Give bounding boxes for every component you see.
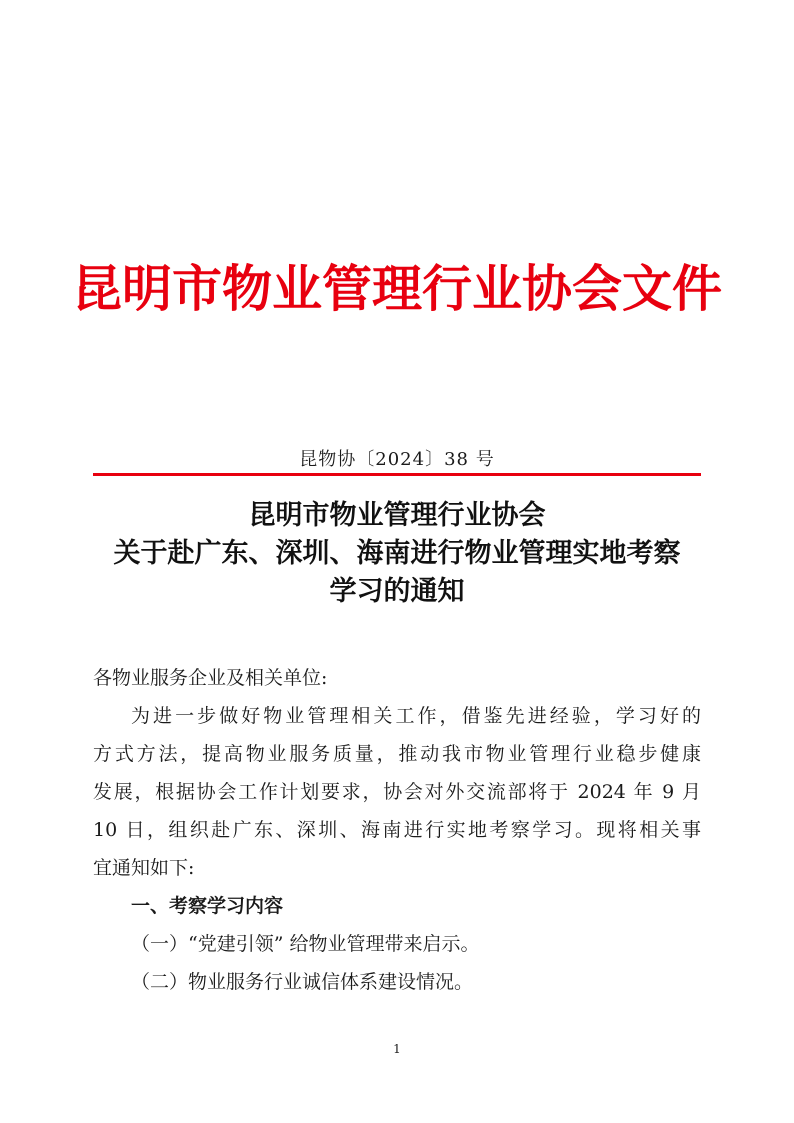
paragraph-line: 方式方法，提高物业服务质量，推动我市物业管理行业稳步健康 (93, 743, 701, 765)
paragraph-line: 10 日，组织赴广东、深圳、海南进行实地考察学习。现将相关事 (93, 819, 701, 841)
notice-title (60, 497, 734, 611)
paragraph-line: 宜通知如下: (93, 857, 195, 879)
salutation: 各物业服务企业及相关单位: (93, 667, 328, 689)
title-line-1: 昆明市物业管理行业协会 (248, 500, 546, 531)
paragraph-line: 发展，根据协会工作计划要求，协会对外交流部将于 2024 年 9 月 (93, 781, 701, 803)
page-number: 1 (393, 1042, 401, 1056)
title-line-3: 学习的通知 (329, 576, 465, 607)
intro-paragraph (93, 697, 701, 887)
red-divider-line (93, 473, 701, 476)
document-number: 昆物协〔2024〕38 号 (299, 449, 495, 470)
notice-body (93, 659, 701, 1001)
paragraph-line: 为进一步做好物业管理相关工作，借鉴先进经验，学习好的 (131, 705, 701, 727)
list-item: （二）物业服务行业诚信体系建设情况。 (131, 971, 474, 993)
title-line-2: 关于赴广东、深圳、海南进行物业管理实地考察 (113, 538, 681, 569)
list-item: （一）“党建引领” 给物业管理带来启示。 (131, 933, 480, 955)
masthead-title: 昆明市物业管理行业协会文件 (72, 260, 722, 318)
section-heading: 一、考察学习内容 (131, 895, 284, 917)
